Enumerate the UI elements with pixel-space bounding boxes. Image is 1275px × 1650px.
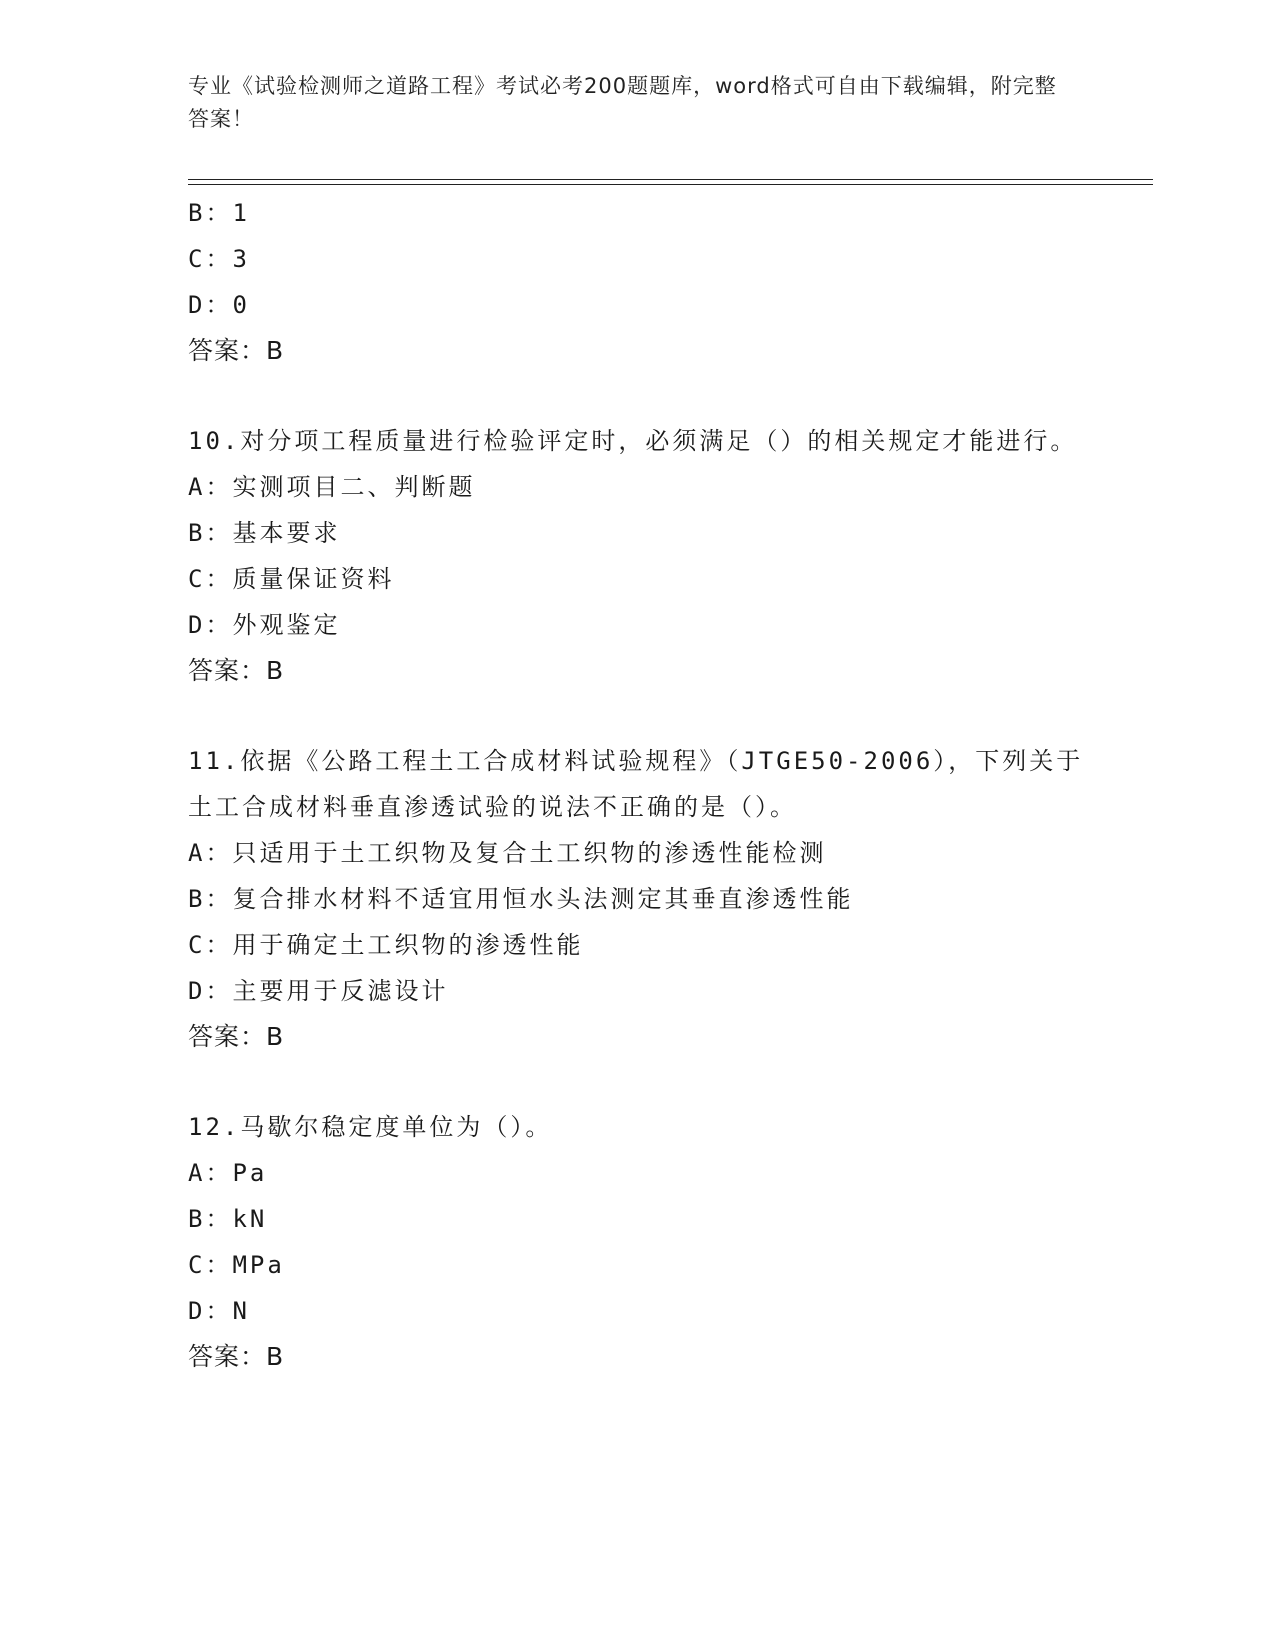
- option-a: A：实测项目二、判断题: [188, 473, 476, 501]
- header-rule-bottom: [188, 184, 1153, 185]
- answer-line: 答案：B: [188, 336, 285, 365]
- option-b: B：kN: [188, 1205, 268, 1233]
- option-a: A：Pa: [188, 1159, 268, 1187]
- option-d: D：外观鉴定: [188, 611, 341, 639]
- header-rule-top: [188, 179, 1153, 180]
- question-block-12: [188, 1104, 1088, 1380]
- option-d: D：主要用于反滤设计: [188, 977, 449, 1005]
- question-list: [188, 190, 1088, 1380]
- question-text: 12.马歇尔稳定度单位为（）。: [188, 1113, 553, 1141]
- answer-line: 答案：B: [188, 656, 285, 685]
- option-c: C：3: [188, 245, 250, 273]
- question-block-10: [188, 418, 1088, 694]
- option-d: D：N: [188, 1297, 250, 1325]
- document-header: 专业《试验检测师之道路工程》考试必考200题题库，word格式可自由下载编辑，附完整答案！: [188, 74, 1057, 131]
- answer-line: 答案：B: [188, 1342, 285, 1371]
- option-b: B：基本要求: [188, 519, 341, 547]
- option-d: D：0: [188, 291, 250, 319]
- option-c: C：用于确定土工织物的渗透性能: [188, 931, 584, 959]
- question-block-11: [188, 738, 1088, 1060]
- option-b: B：1: [188, 199, 250, 227]
- answer-line: 答案：B: [188, 1022, 285, 1051]
- option-c: C：MPa: [188, 1251, 285, 1279]
- question-text: 11.依据《公路工程土工合成材料试验规程》（JTGE50-2006），下列关于土工合成材料垂直渗透试验的说法不正确的是（）。: [188, 747, 1084, 821]
- option-b: B：复合排水材料不适宜用恒水头法测定其垂直渗透性能: [188, 885, 854, 913]
- option-a: A：只适用于土工织物及复合土工织物的渗透性能检测: [188, 839, 827, 867]
- option-c: C：质量保证资料: [188, 565, 395, 593]
- question-text: 10.对分项工程质量进行检验评定时，必须满足（）的相关规定才能进行。: [188, 427, 1078, 455]
- question-block-prev: [188, 190, 1088, 374]
